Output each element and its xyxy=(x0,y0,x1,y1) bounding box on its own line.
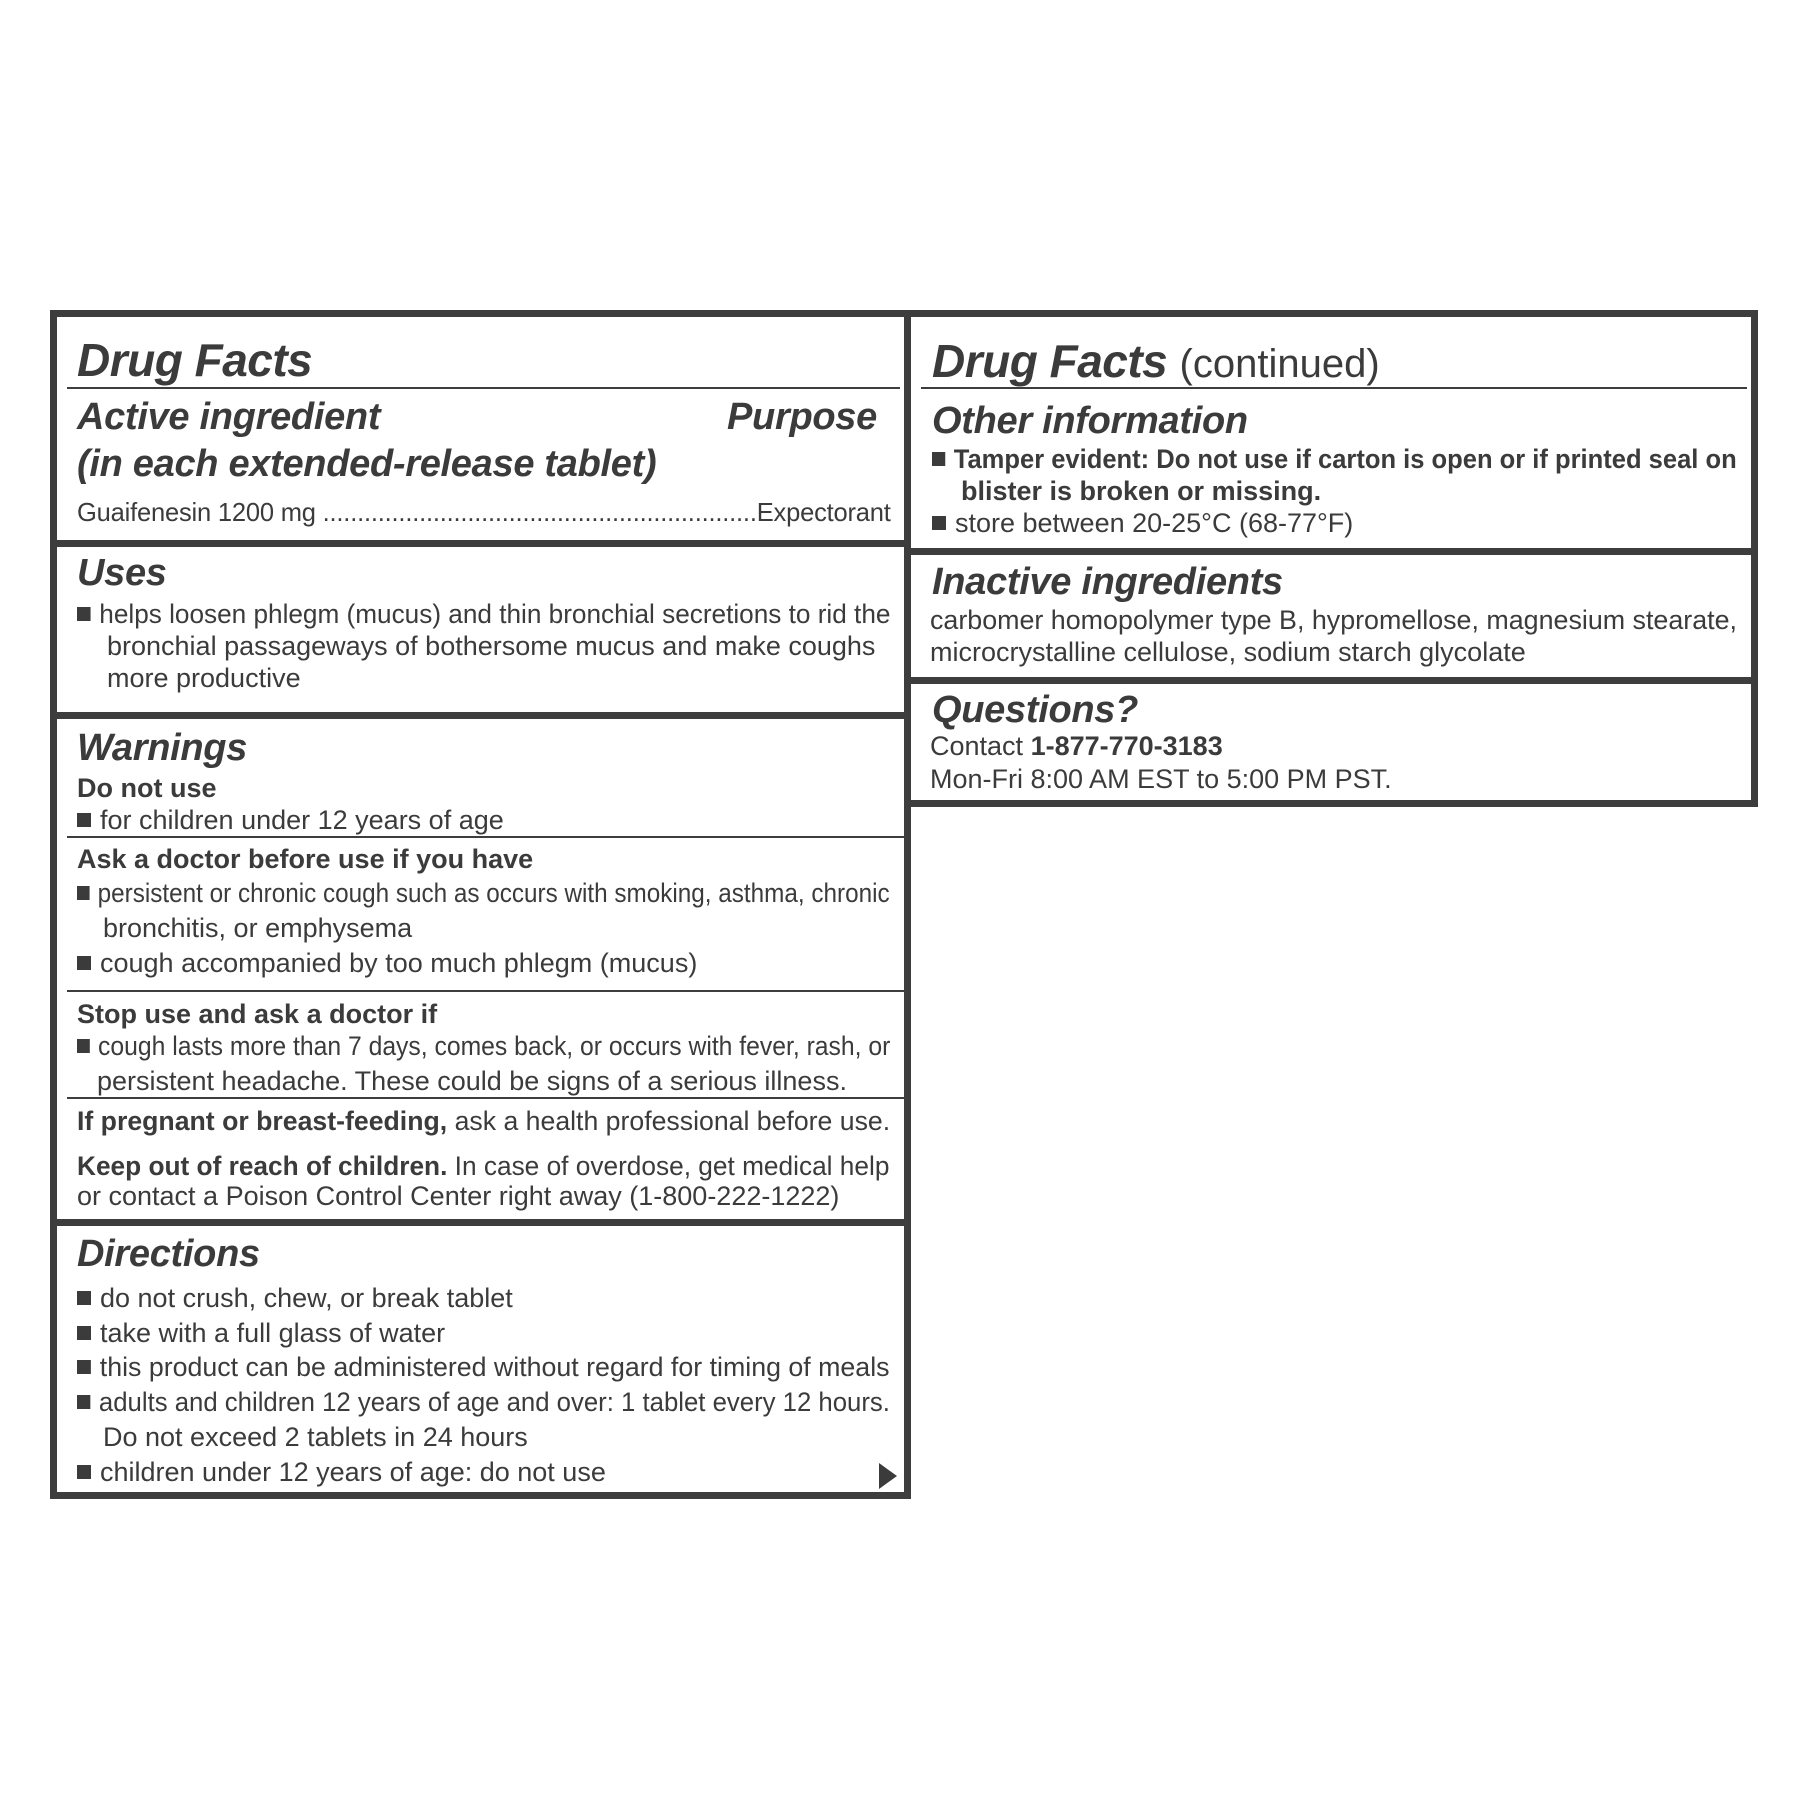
ask-doctor-item-2: cough accompanied by too much phlegm (mucus) xyxy=(77,948,697,979)
keep-out-warning-cont: or contact a Poison Control Center right away (1-800-222-1222) xyxy=(77,1181,840,1211)
active-ingredient-subheading: (in each extended-release tablet) xyxy=(77,443,657,485)
directions-item: adults and children 12 years of age and over: 1 tablet every 12 hours. xyxy=(77,1387,890,1418)
continue-arrow-icon xyxy=(879,1463,897,1489)
uses-line-2: bronchial passageways of bothersome mucus and make coughs xyxy=(107,631,876,661)
bullet-square-icon xyxy=(932,516,946,530)
bullet-square-icon xyxy=(77,886,90,900)
warnings-divider xyxy=(67,990,904,992)
bullet-square-icon xyxy=(932,452,945,466)
warnings-divider xyxy=(67,836,904,838)
stop-use-item: cough lasts more than 7 days, comes back, or occurs with fever, rash, or xyxy=(77,1031,890,1062)
contact-hours: Mon-Fri 8:00 AM EST to 5:00 PM PST. xyxy=(930,764,1392,794)
ask-doctor-item-1-cont: bronchitis, or emphysema xyxy=(103,913,413,943)
uses-heading: Uses xyxy=(77,552,167,594)
pregnant-warning: If pregnant or breast-feeding, ask a health professional before use. xyxy=(77,1106,891,1136)
uses-line-1: helps loosen phlegm (mucus) and thin bronchial secretions to rid the xyxy=(77,599,890,630)
title-divider xyxy=(921,387,1747,389)
section-divider xyxy=(911,677,1751,684)
bullet-square-icon xyxy=(77,607,91,621)
uses-line-3: more productive xyxy=(107,663,301,693)
directions-item: take with a full glass of water xyxy=(77,1318,445,1349)
directions-item: this product can be administered without regard for timing of meals xyxy=(77,1352,890,1383)
inactive-ingredients-line-1: carbomer homopolymer type B, hypromellose, magnesium stearate, xyxy=(930,605,1737,635)
bullet-square-icon xyxy=(77,1360,91,1374)
other-information-heading: Other information xyxy=(932,400,1248,442)
storage-item: store between 20-25°C (68-77°F) xyxy=(932,508,1353,539)
inactive-ingredients-line-2: microcrystalline cellulose, sodium starch glycolate xyxy=(930,637,1526,667)
tamper-evident-item: Tamper evident: Do not use if carton is open or if printed seal on xyxy=(932,444,1737,475)
bullet-square-icon xyxy=(77,1465,91,1479)
stop-use-item-cont: persistent headache. These could be signs of a serious illness. xyxy=(97,1066,847,1096)
directions-item-cont: Do not exceed 2 tablets in 24 hours xyxy=(103,1422,528,1452)
do-not-use-item: for children under 12 years of age xyxy=(77,805,504,836)
warnings-divider xyxy=(67,1097,904,1099)
section-divider xyxy=(57,540,904,547)
bullet-square-icon xyxy=(77,1326,91,1340)
directions-heading: Directions xyxy=(77,1233,260,1275)
warnings-heading: Warnings xyxy=(77,727,248,769)
active-ingredient-heading: Active ingredient xyxy=(77,396,381,438)
section-divider xyxy=(911,548,1751,555)
title-divider xyxy=(67,387,900,389)
section-divider xyxy=(57,712,904,719)
bullet-square-icon xyxy=(77,1291,91,1305)
directions-item: children under 12 years of age: do not use xyxy=(77,1457,606,1488)
ask-doctor-item-1: persistent or chronic cough such as occurs with smoking, asthma, chronic xyxy=(77,878,890,909)
bullet-square-icon xyxy=(77,1039,90,1053)
panel-title-continued: Drug Facts (continued) xyxy=(932,335,1380,387)
panel-title: Drug Facts xyxy=(77,334,313,386)
drug-facts-panel-right xyxy=(904,310,1758,807)
bullet-square-icon xyxy=(77,1395,90,1409)
do-not-use-heading: Do not use xyxy=(77,773,217,803)
contact-line: Contact 1-877-770-3183 xyxy=(930,731,1223,761)
purpose-heading: Purpose xyxy=(727,396,877,438)
bullet-square-icon xyxy=(77,813,91,827)
inactive-ingredients-heading: Inactive ingredients xyxy=(932,561,1283,603)
questions-heading: Questions? xyxy=(932,689,1139,731)
bullet-square-icon xyxy=(77,956,91,970)
tamper-evident-cont: blister is broken or missing. xyxy=(961,476,1322,506)
stop-use-heading: Stop use and ask a doctor if xyxy=(77,999,438,1029)
ask-doctor-heading: Ask a doctor before use if you have xyxy=(77,844,534,874)
contact-phone: 1-877-770-3183 xyxy=(1030,731,1223,761)
directions-item: do not crush, chew, or break tablet xyxy=(77,1283,513,1314)
section-divider xyxy=(57,1219,904,1226)
keep-out-warning: Keep out of reach of children. In case of overdose, get medical help xyxy=(77,1151,890,1181)
drug-facts-panel-left xyxy=(50,310,911,1499)
ingredient-row: Guaifenesin 1200 mg ...............................................................Expectorant xyxy=(77,497,891,527)
